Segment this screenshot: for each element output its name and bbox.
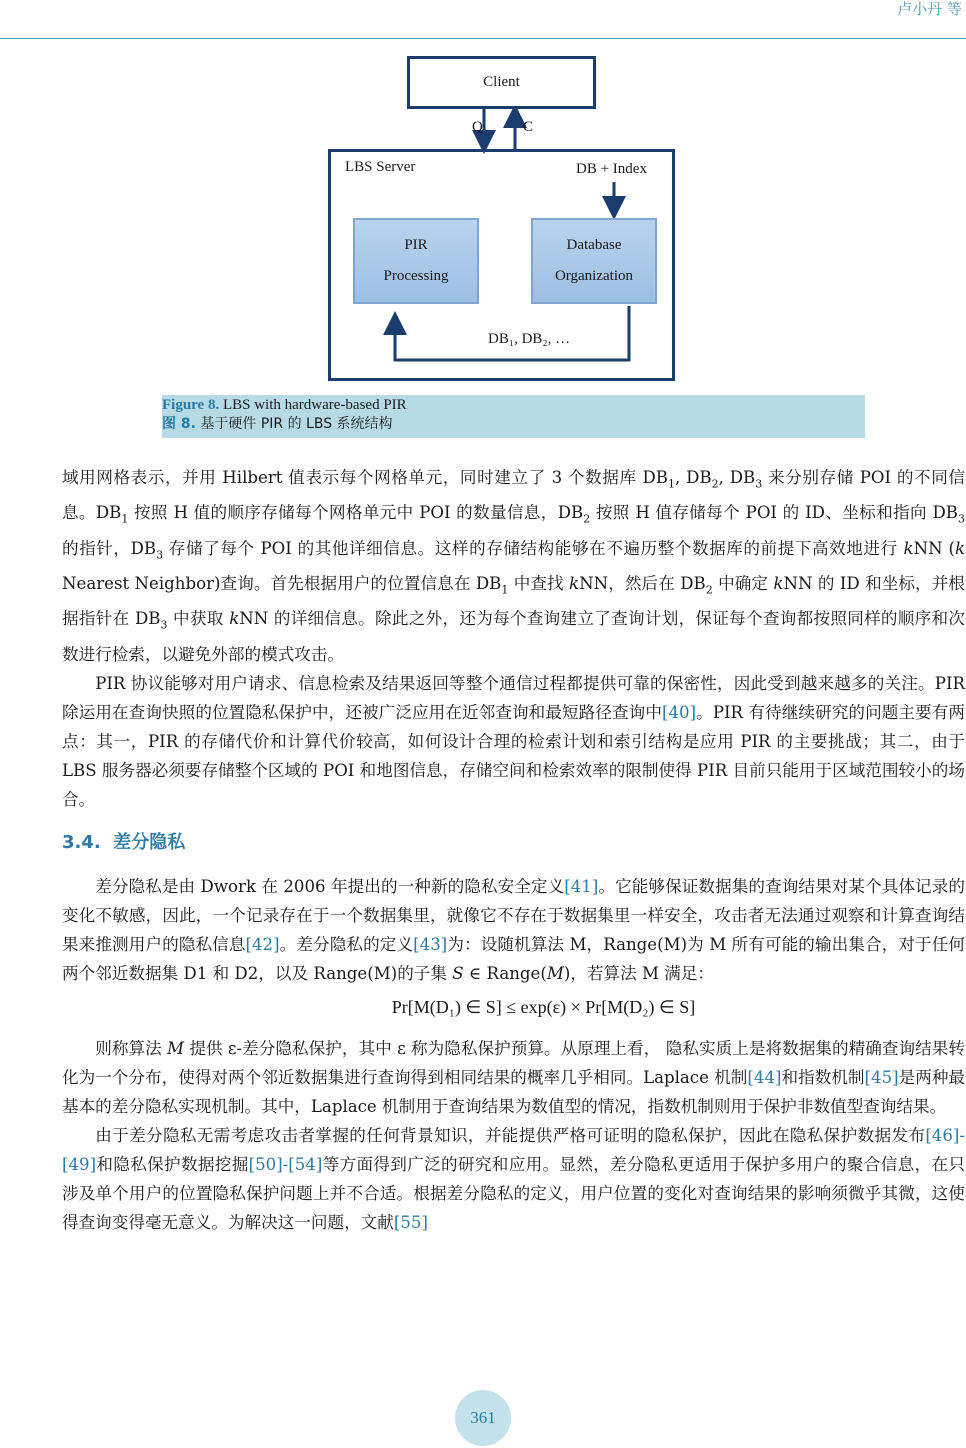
text-run: 中确定 bbox=[712, 573, 774, 593]
text-run: 的指针，DB bbox=[62, 538, 157, 558]
text-run: 按照 H 值的顺序存储每个网格单元中 POI 的数量信息，DB bbox=[128, 503, 584, 523]
db-list-label: DB₁, DB₂, … bbox=[488, 331, 571, 347]
section-title: 差分隐私 bbox=[113, 831, 186, 853]
text-run: 中获取 bbox=[167, 609, 230, 629]
citation-link[interactable]: [45] bbox=[864, 1067, 899, 1087]
text-run: 来分别存储 POI 的不同信息。DB bbox=[62, 468, 965, 523]
c-label: C bbox=[523, 119, 534, 135]
running-header-authors: 卢小丹 等 bbox=[897, 0, 962, 18]
text-run: 则称算法 bbox=[95, 1038, 168, 1058]
italic-symbol: k bbox=[773, 573, 784, 593]
subscript: 3 bbox=[156, 547, 164, 561]
figure-caption bbox=[162, 395, 865, 438]
pir-label: PIR bbox=[404, 237, 428, 253]
section-number: 3.4. bbox=[62, 831, 101, 853]
text-run: , DB bbox=[718, 468, 756, 487]
subscript: 3 bbox=[958, 512, 966, 526]
pir-processing-box bbox=[353, 218, 479, 304]
paragraph bbox=[62, 463, 965, 669]
body-text bbox=[62, 463, 965, 1237]
text-run: 差分隐私是由 Dwork 在 2006 年提出的一种新的隐私安全定义 bbox=[95, 876, 565, 896]
citation-link[interactable]: [44] bbox=[747, 1067, 782, 1087]
subscript: 2 bbox=[711, 477, 719, 491]
caption-en-text: LBS with hardware-based PIR bbox=[219, 397, 407, 413]
subscript: 3 bbox=[160, 618, 168, 632]
section-heading bbox=[62, 828, 965, 858]
text-run: PIR 协议能够对用户请求、信息检索及结果返回等整个通信过程都提供可靠的保密性，因此受到越来越多的关注。PIR 除运用在查询快照的位置隐私保护中，还被广泛应用在近邻查询和最短路径查询中 bbox=[62, 673, 965, 722]
database-label: Database bbox=[566, 237, 622, 253]
text-run: NN ( bbox=[913, 538, 955, 558]
citation-link[interactable]: [40] bbox=[662, 702, 697, 722]
subscript: 3 bbox=[755, 477, 763, 491]
text-run: NN 的 ID 和坐标，并根据指针在 DB bbox=[62, 573, 965, 629]
paragraph bbox=[62, 669, 965, 814]
text-run: 存储了每个 POI 的其他详细信息。这样的存储结构能够在不遍历整个数据库的前提下高效地进行 bbox=[163, 538, 904, 558]
text-run: NN 的详细信息。除此之外，还为每个查询建立了查询计划，保证每个查询都按照同样的顺序和次数进行检索，以避免外部的模式攻击。 bbox=[62, 609, 965, 664]
caption-zh-text: 基于硬件 PIR 的 LBS 系统结构 bbox=[195, 416, 393, 432]
citation-link[interactable]: [41] bbox=[564, 876, 599, 896]
lbs-server-label: LBS Server bbox=[345, 159, 416, 175]
db-index-label: DB + Index bbox=[576, 161, 647, 177]
text-run: 和隐私保护数据挖掘 bbox=[96, 1154, 249, 1174]
citation-link[interactable]: [42] bbox=[245, 934, 280, 954]
text-run: 是两种最基本的差分隐私实现机制。其中，Laplace 机制用于查询结果为数值型的情况，指数机制则用于保护非数值型查询结果。 bbox=[62, 1067, 966, 1116]
italic-symbol: k bbox=[903, 538, 914, 558]
italic-symbol: k bbox=[569, 573, 580, 593]
italic-symbol: k bbox=[954, 538, 966, 558]
subscript: 1 bbox=[121, 512, 129, 526]
text-run: Nearest Neighbor)查询。首先根据用户的位置信息在 DB bbox=[62, 573, 502, 593]
figure-8-diagram bbox=[320, 50, 720, 390]
processing-label: Processing bbox=[383, 268, 449, 284]
page-number: 361 bbox=[455, 1390, 511, 1446]
caption-en-label: Figure 8. bbox=[162, 397, 220, 413]
client-label: Client bbox=[483, 74, 520, 90]
text-run: 和指数机制 bbox=[781, 1067, 865, 1087]
citation-link[interactable]: [55] bbox=[393, 1212, 428, 1232]
text-run: 按照 H 值存储每个 POI 的 ID、坐标和指向 DB bbox=[590, 503, 959, 523]
italic-symbol: M bbox=[546, 963, 564, 983]
organization-label: Organization bbox=[554, 268, 634, 284]
q-label: Q bbox=[472, 119, 483, 135]
subscript: 1 bbox=[667, 477, 675, 491]
subscript: 1 bbox=[501, 583, 509, 597]
paragraph bbox=[62, 872, 965, 988]
citation-link[interactable]: [43] bbox=[413, 934, 448, 954]
text-run: 。PIR 有待继续研究的问题主要有两点：其一，PIR 的存储代价和计算代价较高，如何设计合理的检索计划和索引结构是应用 PIR 的主要挑战；其二，由于 LBS 服务器必须要存储整个区域的 POI 和地图信息，存储空间和检索效率的限制使得 PIR 目前只能用于区域范围较小的场合。 bbox=[62, 702, 965, 809]
database-organization-box bbox=[531, 218, 657, 304]
dp-formula: Pr[M(D₁) ∈ S] ≤ exp(ε) × Pr[M(D₂) ∈ S] bbox=[391, 996, 696, 1017]
citation-link[interactable]: [46]-[49] bbox=[62, 1125, 965, 1174]
text-run: NN，然后在 DB bbox=[579, 573, 706, 593]
header-divider bbox=[0, 38, 966, 39]
italic-symbol: M bbox=[167, 1038, 185, 1058]
italic-symbol: S bbox=[452, 963, 464, 983]
text-run: , DB bbox=[674, 468, 712, 487]
text-run: 等方面得到广泛的研究和应用。显然，差分隐私更适用于保护多用户的聚合信息，在只涉及单个用户的位置隐私保护问题上并不合适。根据差分隐私的定义，用户位置的变化对查询结果的影响须微乎其微，这使得查询变得毫无意义。为解决这一问题，文献 bbox=[62, 1154, 966, 1232]
text-run: 由于差分隐私无需考虑攻击者掌握的任何背景知识，并能提供严格可证明的隐私保护，因此在隐私保护数据发布 bbox=[95, 1125, 926, 1145]
text-run: )，若算法 M 满足： bbox=[563, 963, 715, 983]
text-run: 。它能够保证数据集的查询结果对某个具体记录的变化不敏感，因此，一个记录存在于一个数据集里，就像它不存在于数据集里一样安全，攻击者无法通过观察和计算查询结果来推测用户的隐私信息 bbox=[62, 876, 965, 954]
text-run: 为：设随机算法 M，Range(M)为 M 所有可能的输出集合，对于任何两个邻近数据集 D1 和 D2，以及 Range(M)的子集 bbox=[62, 934, 966, 983]
text-run: 中查找 bbox=[508, 573, 570, 593]
italic-symbol: k bbox=[229, 609, 240, 629]
subscript: 2 bbox=[705, 583, 713, 597]
caption-zh-label: 图 8. bbox=[162, 416, 196, 432]
text-run: 提供 ε-差分隐私保护，其中 ε 称为隐私保护预算。从原理上看， 隐私实质上是将数据集的精确查询结果转化为一个分布，使得对两个邻近数据集进行查询得到相同结果的概率几乎相同。Laplace 机制 bbox=[62, 1038, 965, 1087]
paragraph bbox=[62, 1034, 965, 1121]
subscript: 2 bbox=[583, 512, 591, 526]
text-run: ∈ Range( bbox=[463, 963, 547, 983]
client-box bbox=[407, 56, 596, 109]
text-run: 。差分隐私的定义 bbox=[279, 934, 414, 954]
text-run: 域用网格表示，并用 Hilbert 值表示每个网格单元，同时建立了 3 个数据库 DB bbox=[62, 468, 668, 487]
paragraph bbox=[62, 1121, 965, 1237]
citation-link[interactable]: [50]-[54] bbox=[248, 1154, 323, 1174]
